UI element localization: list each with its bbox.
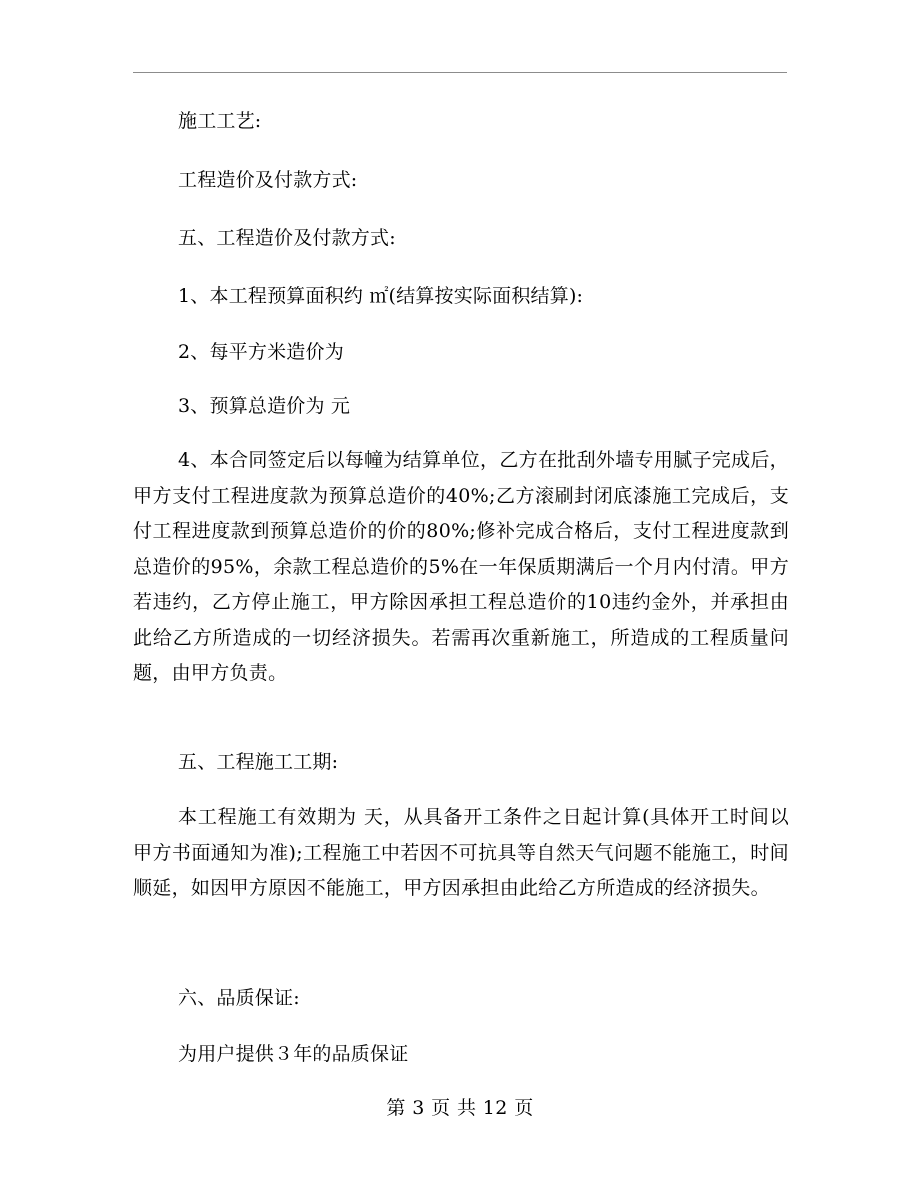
section-5-period-heading: 五、工程施工工期:: [178, 751, 339, 773]
section-6-heading: 六、品质保证:: [178, 987, 300, 1009]
header-rule: [133, 72, 787, 73]
cost-payment-label: 工程造价及付款方式:: [178, 169, 358, 191]
warranty-statement: 为用户提供３年的品质保证: [178, 1043, 409, 1065]
item-1-budget-area: 1、本工程预算面积约 ㎡(结算按实际面积结算):: [178, 285, 584, 307]
item-2-unit-price: 2、每平方米造价为: [178, 341, 344, 363]
item-3-total-budget: 3、预算总造价为 元: [178, 395, 351, 417]
item-4-payment-terms: 4、本合同签定后以每幢为结算单位，乙方在批刮外墙专用腻子完成后，甲方支付工程进度款为预算总造价的40%;乙方滚刷封闭底漆施工完成后，支付工程进度款到预算总造价的价的80%;修补完成合格后，支付工程进度款到总造价的95%，余款工程总造价的5%在一年保质期满后一个月内付清。甲方若违约，乙方停止施工，甲方除因承担工程总造价的10违约金外，并承担由此给乙方所造成的一切经济损失。若需再次重新施工，所造成的工程质量问题，由甲方负责。: [133, 449, 789, 684]
page-number-footer: 第 3 页 共 12 页: [386, 1097, 534, 1119]
construction-process-label: 施工工艺:: [178, 110, 262, 132]
section-5-cost-heading: 五、工程造价及付款方式:: [178, 227, 396, 249]
construction-period-paragraph: 本工程施工有效期为 天，从具备开工条件之日起计算(具体开工时间以甲方书面通知为准);工程施工中若因不可抗具等自然天气问题不能施工，时间顺延，如因甲方原因不能施工，甲方因承担由此给乙方所造成的经济损失。: [133, 806, 789, 899]
